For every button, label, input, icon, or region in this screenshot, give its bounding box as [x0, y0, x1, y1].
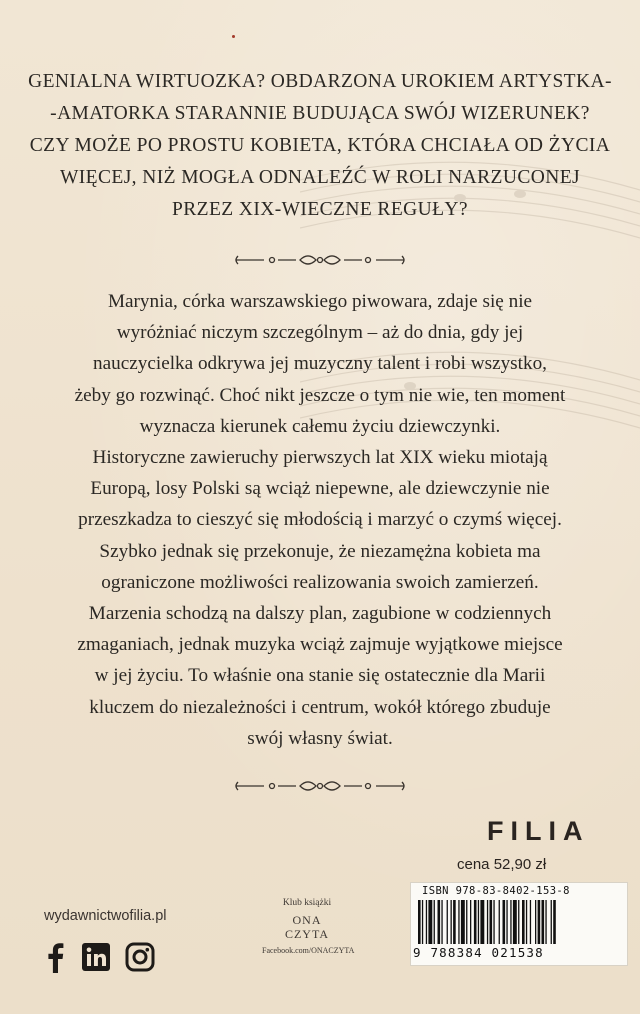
description-line: zmaganiach, jednak muzyka wciąż zajmuje wyjątkowe miejsce	[77, 634, 563, 656]
intro-line: PRZEZ XIX-WIECZNE REGUŁY?	[172, 199, 468, 220]
intro-line: GENIALNA WIRTUOZKA? OBDARZONA UROKIEM ARTYSTKA-	[28, 71, 612, 92]
intro-line: WIĘCEJ, NIŻ MOGŁA ODNALEŹĆ W ROLI NARZUCONEJ	[59, 167, 581, 188]
description-line: ograniczone możliwości realizowania swoich zamierzeń.	[101, 571, 539, 593]
barcode-digits: 9 788384 021538	[413, 945, 544, 960]
facebook-icon[interactable]	[40, 941, 72, 973]
description-line: swój własny świat.	[247, 727, 393, 749]
description-line: przeszkadza to cieszyć się młodością i marzyć o czymś więcej.	[78, 509, 562, 531]
instagram-icon[interactable]	[124, 941, 156, 973]
decorative-dot	[232, 35, 235, 38]
description-line: nauczycielka odkrywa jej muzyczny talent i robi wszystko,	[93, 353, 547, 375]
club-name-line2: CZYTA	[284, 927, 330, 941]
intro-line: CZY MOŻE PO PROSTU KOBIETA, KTÓRA CHCIAŁA OD ŻYCIA	[29, 135, 611, 156]
intro-line: -AMATORKA STARANNIE BUDUJĄCA SWÓJ WIZERUNEK?	[50, 103, 590, 124]
description-line: Historyczne zawieruchy pierwszych lat XIX wieku miotają	[92, 447, 548, 469]
price-label: cena 52,90 zł	[457, 856, 547, 873]
description-line: Marynia, córka warszawskiego piwowara, zdaje się nie	[107, 291, 533, 312]
description-line: w jej życiu. To właśnie ona stanie się ostatecznie dla Marii	[94, 665, 546, 687]
intro-questions	[20, 66, 620, 226]
barcode-icon	[416, 900, 620, 944]
linkedin-icon[interactable]	[80, 941, 112, 973]
description-line: Szybko jednak się przekonuje, że niezamężna kobieta ma	[99, 540, 541, 562]
description-line: Marzenia schodzą na dalszy plan, zagubione w codziennych	[88, 603, 552, 625]
club-name-line1: ONA	[292, 913, 322, 927]
club-facebook-link: Facebook.com/ONACZYTA	[262, 946, 355, 955]
club-label: Klub książki	[282, 898, 332, 908]
isbn-label: ISBN 978-83-8402-153-8	[422, 885, 570, 897]
ornament-divider-icon	[230, 776, 410, 796]
description-line: Europą, losy Polski są wciąż niepewne, ale dziewczynie nie	[90, 478, 550, 500]
publisher-website[interactable]: wydawnictwofilia.pl	[44, 908, 167, 924]
description-line: wyznacza kierunek całemu życiu dziewczynki.	[139, 415, 501, 437]
description-line: żeby go rozwinąć. Choć nikt jeszcze o tym nie wie, ten moment	[74, 384, 566, 406]
ornament-divider-icon	[230, 250, 410, 270]
description-line: kluczem do niezależności i centrum, wokół którego zbuduje	[89, 696, 551, 718]
publisher-logo: FILIA	[487, 816, 590, 846]
description-line: wyróżniać niczym szczególnym – aż do dnia, gdy jej	[116, 322, 524, 344]
book-club-logo	[262, 897, 355, 957]
book-description	[28, 286, 612, 754]
